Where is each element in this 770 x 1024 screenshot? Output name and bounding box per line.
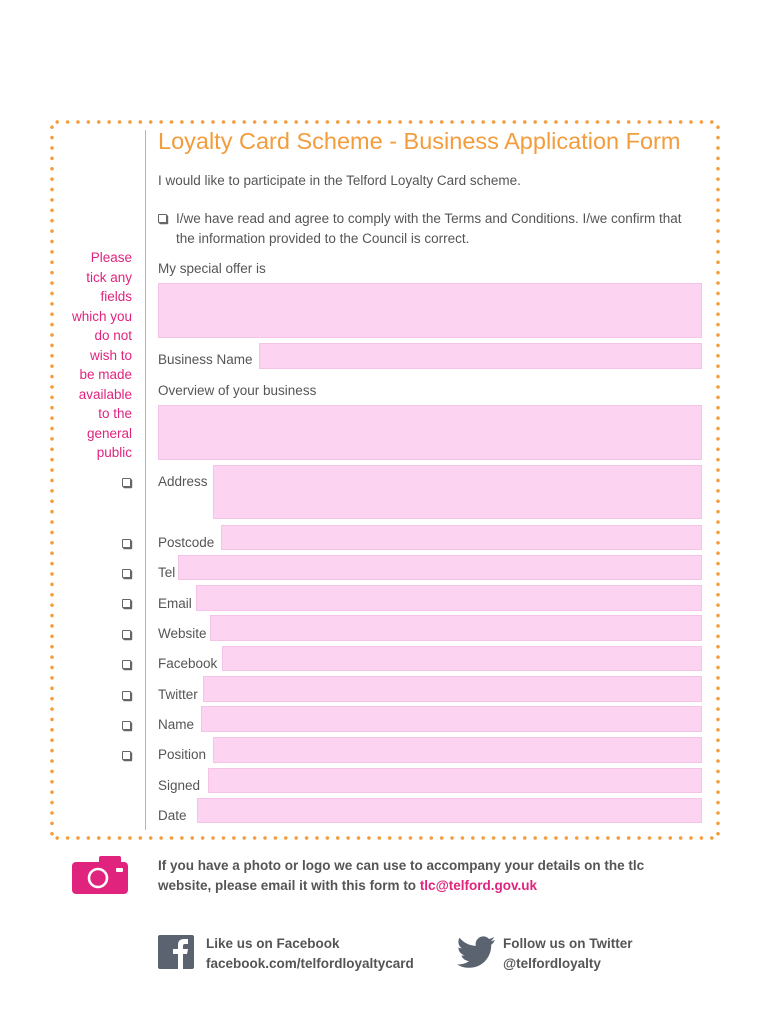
postcode-field[interactable]: [221, 525, 702, 550]
overview-label: Overview of your business: [158, 383, 317, 398]
dotted-border-top: [52, 120, 720, 124]
business-name-field[interactable]: [259, 343, 702, 369]
sidenote-line: be made: [79, 367, 132, 382]
facebook-field[interactable]: [222, 646, 702, 671]
overview-field[interactable]: [158, 405, 702, 460]
special-offer-field[interactable]: [158, 283, 702, 338]
date-label: Date: [158, 808, 187, 823]
photo-instructions: [158, 856, 718, 896]
email-checkbox[interactable]: [122, 599, 131, 608]
facebook-checkbox[interactable]: [122, 660, 131, 669]
email-field[interactable]: [196, 585, 702, 611]
twitter-icon[interactable]: [456, 936, 496, 968]
address-field[interactable]: [213, 465, 702, 519]
sidenote-line: do not: [94, 328, 132, 343]
sidenote-line: Please: [90, 250, 132, 265]
signed-label: Signed: [158, 778, 201, 793]
postcode-label: Postcode: [158, 535, 215, 550]
date-field[interactable]: [197, 798, 702, 823]
position-field[interactable]: [213, 737, 702, 763]
tel-checkbox[interactable]: [122, 569, 131, 578]
facebook-label: Facebook: [158, 656, 218, 671]
twitter-checkbox[interactable]: [122, 691, 131, 700]
name-field[interactable]: [201, 706, 702, 732]
facebook-icon[interactable]: [158, 935, 194, 969]
tel-label: Tel: [158, 565, 176, 580]
twitter-label: Twitter: [158, 687, 198, 702]
agreement-text-line2: the information provided to the Council is correct.: [176, 231, 470, 246]
twitter-field[interactable]: [203, 676, 702, 702]
sidenote-line: public: [96, 445, 132, 460]
facebook-url[interactable]: facebook.com/telfordloyaltycard: [206, 956, 414, 971]
email-label: Email: [158, 596, 192, 611]
photo-instructions-prefix: website, please email it with this form to: [158, 878, 420, 893]
camera-icon: [72, 856, 128, 894]
sidenote-line: tick any: [86, 269, 132, 285]
website-field[interactable]: [210, 615, 702, 641]
special-offer-label: My special offer is: [158, 261, 266, 276]
photo-instructions-line2: [158, 876, 718, 896]
name-checkbox[interactable]: [122, 721, 131, 730]
dotted-border-bottom: [52, 836, 720, 840]
tel-field[interactable]: [178, 555, 702, 580]
sidenote-line: general: [86, 425, 132, 441]
position-label: Position: [158, 747, 207, 762]
sidenote-line: available: [78, 386, 132, 402]
facebook-title: Like us on Facebook: [206, 936, 340, 951]
signed-field[interactable]: [208, 768, 702, 793]
website-label: Website: [158, 626, 207, 641]
address-checkbox[interactable]: [122, 478, 131, 487]
dotted-border-left: [50, 122, 54, 842]
agreement-text-line1: I/we have read and agree to comply with the Terms and Conditions. I/we confirm that: [176, 211, 682, 226]
name-label: Name: [158, 717, 195, 732]
position-checkbox[interactable]: [122, 751, 131, 760]
sidenote-line: to the: [98, 406, 132, 421]
privacy-sidenote: [52, 248, 132, 463]
contact-email-link[interactable]: tlc@telford.gov.uk: [419, 878, 537, 893]
postcode-checkbox[interactable]: [122, 539, 131, 548]
website-checkbox[interactable]: [122, 630, 131, 639]
intro-text: I would like to participate in the Telford Loyalty Card scheme.: [158, 173, 521, 188]
address-label: Address: [158, 474, 208, 489]
column-divider: [145, 130, 146, 830]
form-title: Loyalty Card Scheme - Business Application Form: [158, 128, 681, 154]
sidenote-line: fields: [100, 289, 132, 304]
agreement-checkbox[interactable]: [158, 214, 167, 223]
sidenote-line: wish to: [89, 347, 132, 363]
business-name-label: Business Name: [158, 352, 253, 367]
dotted-border-right: [716, 122, 720, 842]
twitter-title: Follow us on Twitter: [503, 936, 633, 951]
photo-instructions-line1: If you have a photo or logo we can use to accompany your details on the tlc: [158, 858, 645, 873]
twitter-handle[interactable]: @telfordloyalty: [503, 956, 601, 971]
sidenote-line: which you: [71, 308, 132, 324]
